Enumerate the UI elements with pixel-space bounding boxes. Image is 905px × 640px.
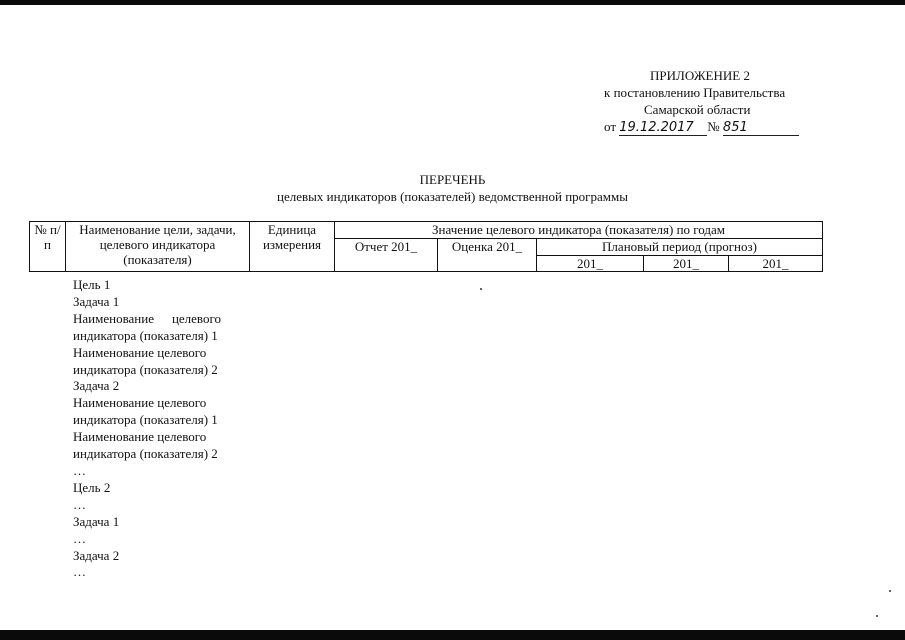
list-item: … (73, 530, 86, 546)
list-item: Цель 1 (73, 277, 111, 292)
list-item: Задача 2 (73, 378, 120, 394)
list-item: … (73, 462, 86, 478)
appendix-line-1: к постановлению Правительства (604, 85, 786, 100)
list-item: … (73, 564, 86, 580)
date-prefix: от (604, 119, 617, 134)
appendix-title: ПРИЛОЖЕНИЕ 2 (650, 68, 750, 83)
list-item: … (73, 496, 86, 512)
document-title: ПЕРЕЧЕНЬ (419, 172, 486, 187)
header-plan-year: 201_ (644, 256, 729, 272)
appendix-date-line (560, 118, 820, 136)
header-plan-year: 201_ (729, 256, 823, 272)
scan-speck (480, 288, 482, 290)
appendix-line-2: Самарской области (644, 102, 751, 117)
document-subtitle: целевых индикаторов (показателей) ведомственной программы (277, 189, 628, 204)
header-name: Наименование цели, задачи, целевого индикатора (показателя) (66, 222, 250, 272)
header-plan-year: 201_ (537, 256, 644, 272)
header-unit: Единица измерения (250, 222, 335, 272)
table-body-list (73, 277, 221, 581)
header-plan: Плановый период (прогноз) (537, 239, 823, 256)
handwritten-date: 19.12.2017 (619, 121, 707, 136)
scan-speck (889, 590, 891, 592)
list-item: Задача 1 (73, 293, 120, 309)
number-label: № (707, 119, 720, 134)
header-values: Значение целевого индикатора (показателя) по годам (335, 222, 823, 239)
indicators-table (29, 221, 822, 272)
list-item: Задача 2 (73, 547, 120, 563)
scan-speck (876, 615, 878, 617)
list-item: Наименование целевого индикатора (показателя) 1 (73, 310, 221, 343)
list-item: Наименование целевого индикатора (показателя) 2 (73, 344, 218, 377)
handwritten-number: 851 (723, 121, 799, 136)
list-item: Задача 1 (73, 513, 120, 529)
scan-bottom-border (0, 630, 905, 640)
list-item: Наименование целевого индикатора (показателя) 1 (73, 395, 218, 428)
header-number: № п/п (30, 222, 66, 272)
scan-top-border (0, 0, 905, 5)
header-estimate: Оценка 201_ (438, 239, 537, 272)
list-item: Наименование целевого индикатора (показателя) 2 (73, 429, 218, 462)
appendix-block (560, 67, 820, 136)
list-item: Цель 2 (73, 479, 111, 495)
header-report: Отчет 201_ (335, 239, 438, 272)
